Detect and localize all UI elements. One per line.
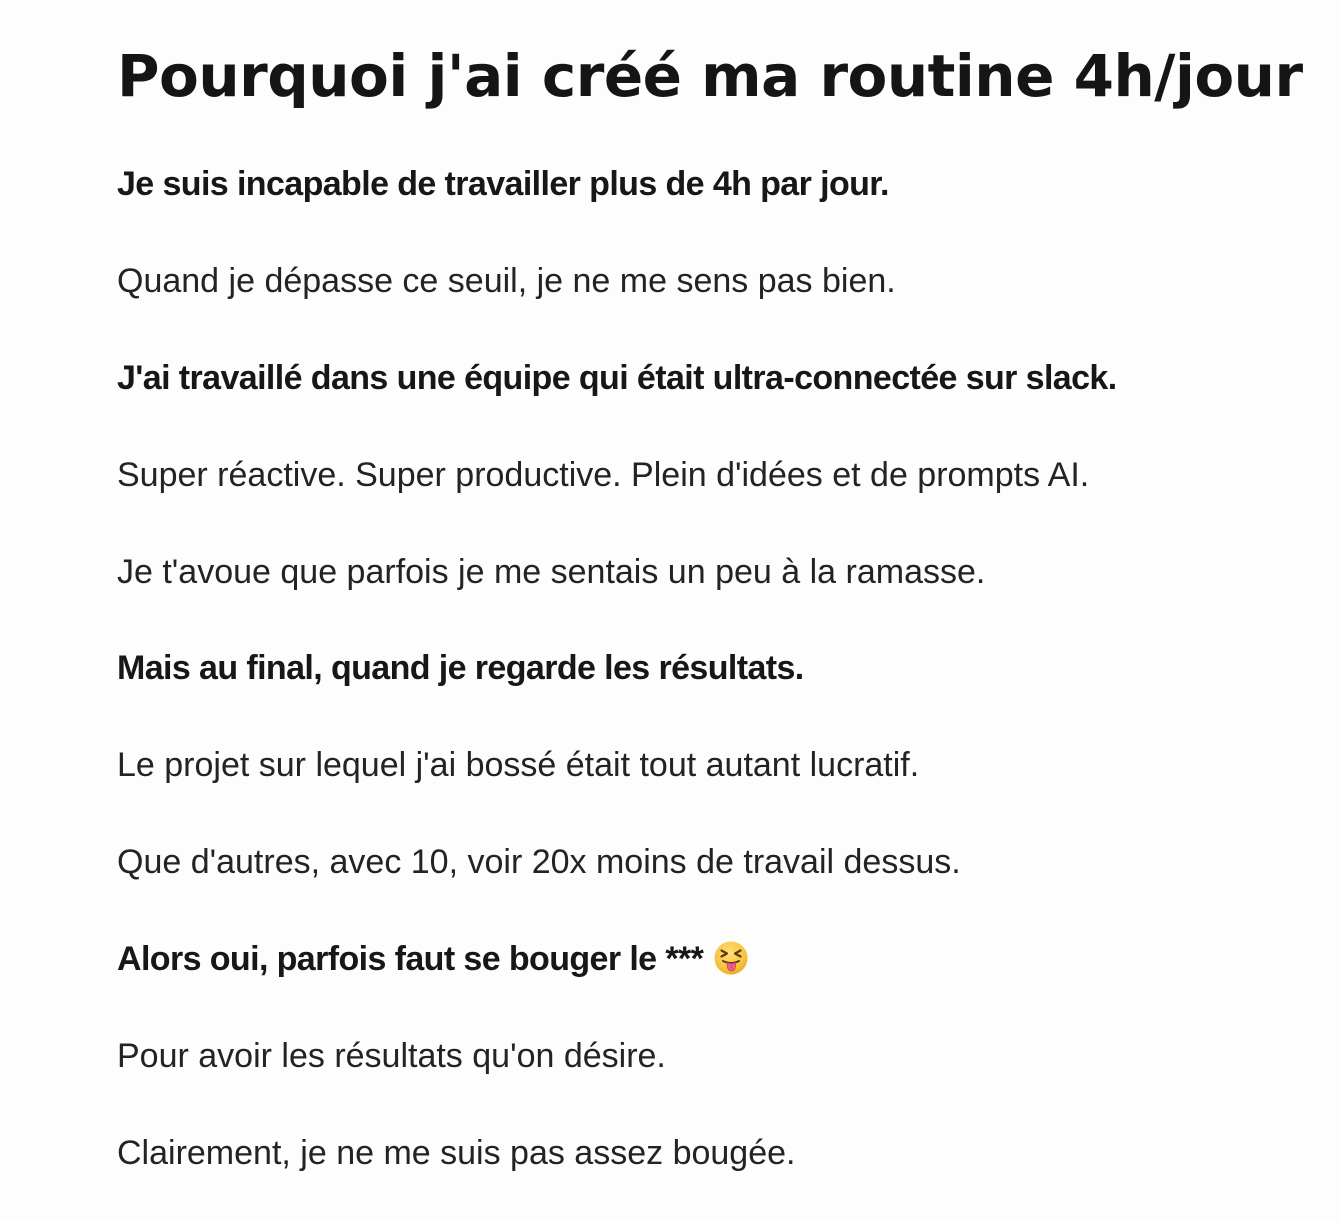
- paragraph-5: Je t'avoue que parfois je me sentais un peu à la ramasse.: [117, 553, 986, 591]
- squinting-face-with-tongue-icon: [713, 940, 749, 976]
- page-title: Pourquoi j'ai créé ma routine 4h/jour: [117, 42, 1303, 110]
- paragraph-6: Mais au final, quand je regarde les résultats.: [117, 649, 804, 687]
- paragraph-11: Clairement, je ne me suis pas assez bougée.: [117, 1134, 796, 1172]
- paragraph-3: J'ai travaillé dans une équipe qui était ultra-connectée sur slack.: [117, 359, 1117, 397]
- paragraph-4: Super réactive. Super productive. Plein d'idées et de prompts AI.: [117, 456, 1090, 494]
- paragraph-9: [117, 937, 749, 981]
- paragraph-10: Pour avoir les résultats qu'on désire.: [117, 1037, 666, 1075]
- paragraph-8: Que d'autres, avec 10, voir 20x moins de travail dessus.: [117, 843, 961, 881]
- paragraph-9-text: Alors oui, parfois faut se bouger le ***: [117, 940, 704, 978]
- paragraph-2: Quand je dépasse ce seuil, je ne me sens pas bien.: [117, 262, 896, 300]
- paragraph-7: Le projet sur lequel j'ai bossé était tout autant lucratif.: [117, 746, 920, 784]
- paragraph-1: Je suis incapable de travailler plus de 4h par jour.: [117, 165, 889, 203]
